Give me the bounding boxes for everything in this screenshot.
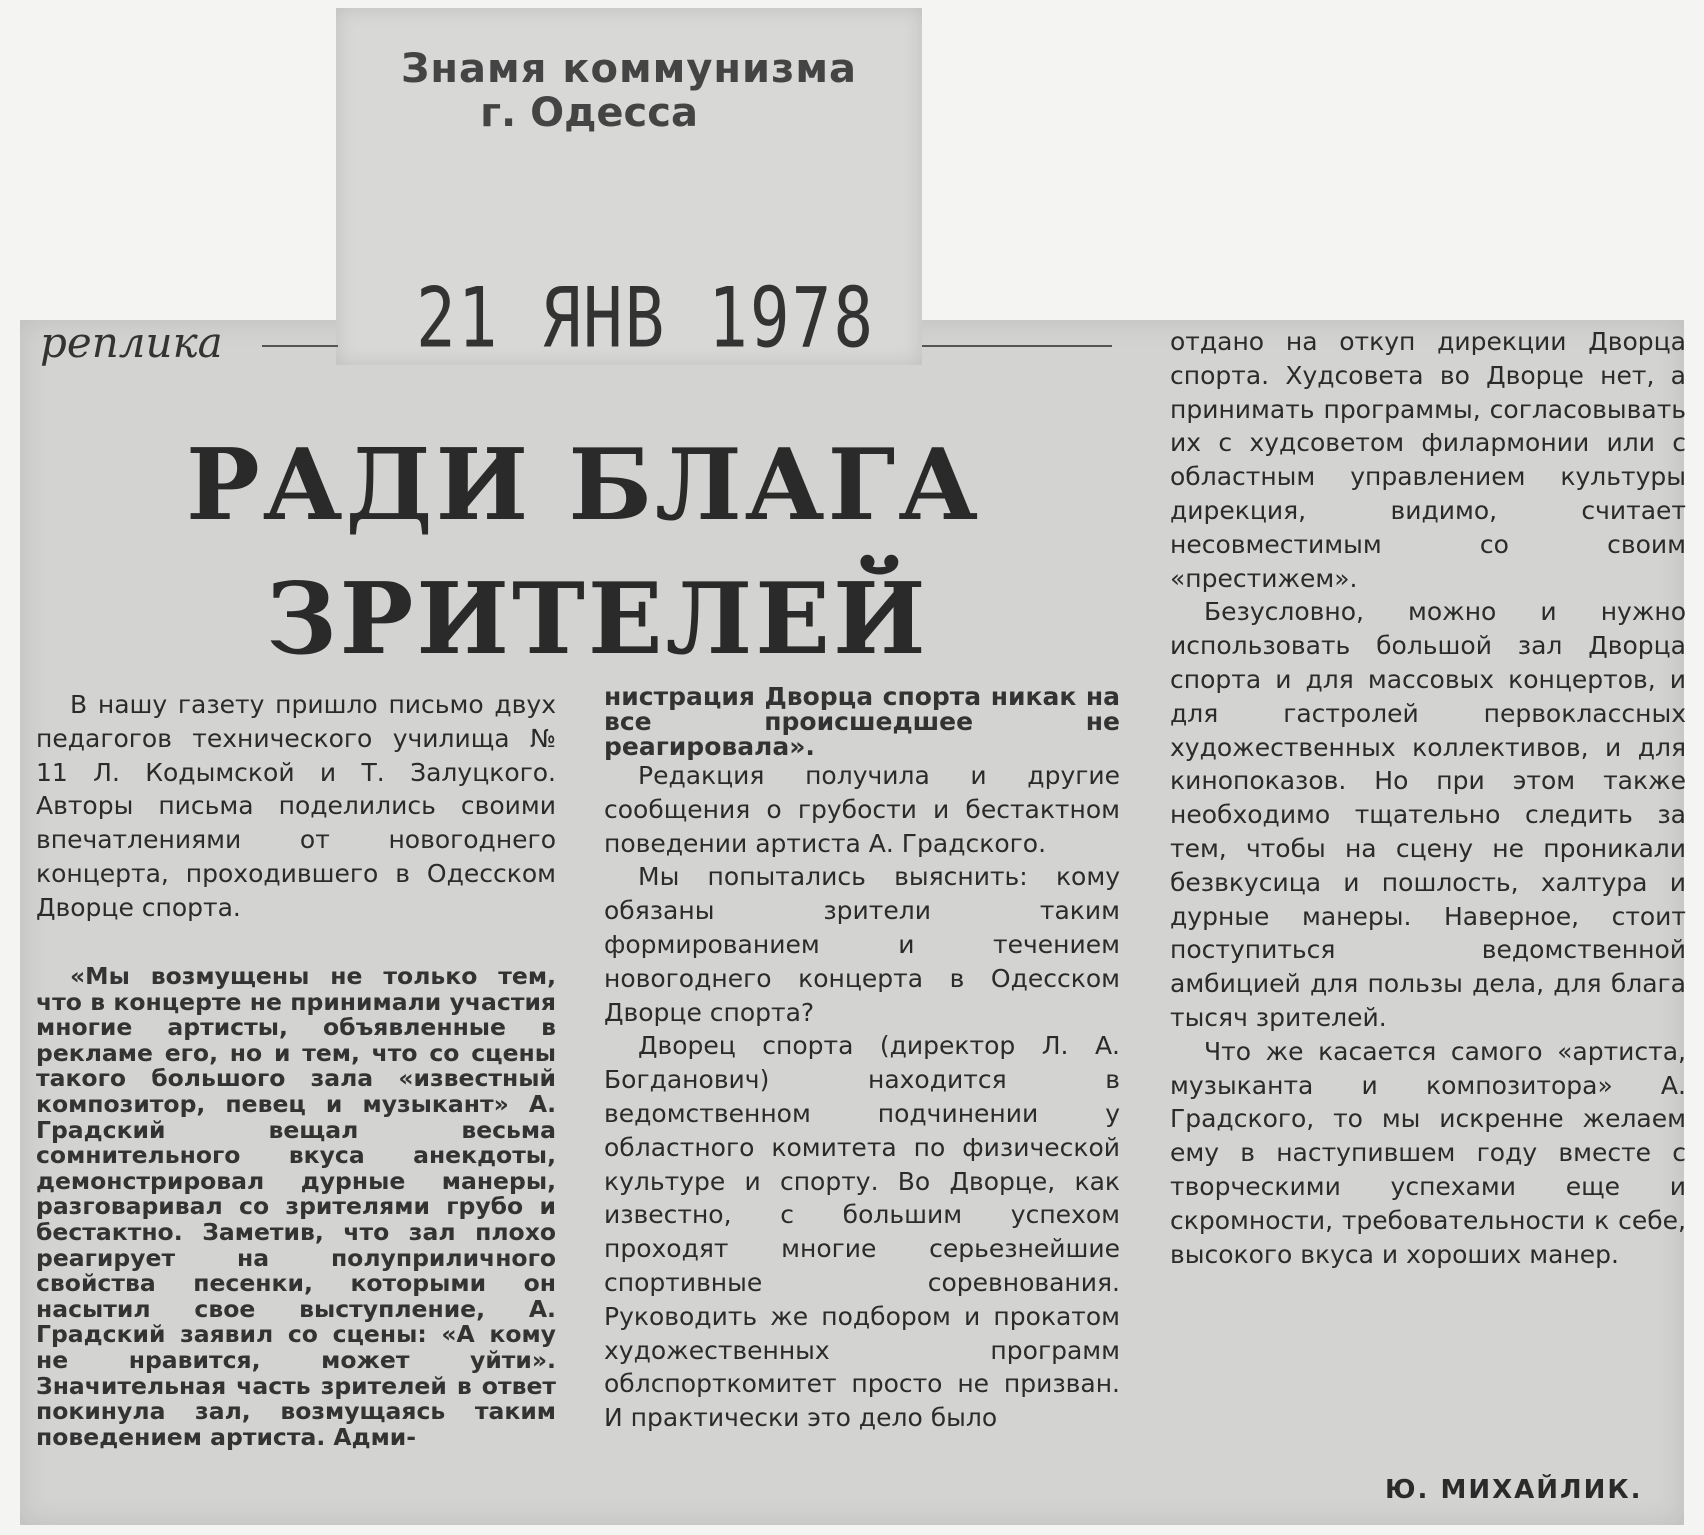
paragraph: Редакция получила и другие сообщения о грубости и бестактном поведении артиста А. Градского. xyxy=(604,761,1120,858)
paragraph: В нашу газету пришло письмо двух педагогов технического училища № 11 Л. Кодымской и Т. Залуцкого. Авторы письма поделились своими впечатлениями от новогоднего концерта, проходившего в Одесском Дворце спорта. xyxy=(36,690,556,922)
headline-line-2: ЗРИТЕЛЕЙ xyxy=(266,562,929,677)
stamp-newspaper-name: Знамя коммунизма xyxy=(400,46,858,92)
headline-line-1: РАДИ БЛАГА xyxy=(186,428,982,543)
column-1-quote xyxy=(36,964,556,1450)
column-3 xyxy=(1170,325,1686,1271)
author-byline: Ю. МИХАЙЛИК. xyxy=(1385,1475,1643,1505)
paragraph: Мы попытались выяснить: кому обязаны зрители таким формированием и течением новогоднего концерта в Одесском Дворце спорта? xyxy=(604,862,1120,1027)
rubric-rule xyxy=(262,345,338,347)
rubric-rule xyxy=(922,345,1112,347)
stamp-city: г. Одесса xyxy=(480,90,698,136)
column-2 xyxy=(604,684,1120,1435)
column-1-intro xyxy=(36,688,556,925)
paragraph-quote-end: нистрация Дворца спорта никак на все происшедшее не реагировала». xyxy=(604,682,1120,761)
paragraph: Безусловно, можно и нужно использовать большой зал Дворца спорта и для массовых концертов, и для гастролей первоклассных художественных коллективов, и для кинопоказов. Но при этом также необходимо тщательно следить за тем, чтобы на сцену не проникали безвкусица и пошлость, халтура и дурные манеры. Наверное, стоит поступиться ведомственной амбицией для пользы дела, для блага тысяч зрителей. xyxy=(1170,597,1686,1032)
paragraph: Что же касается самого «артиста, музыканта и композитора» А. Градского, то мы искренне желаем ему в наступившем году вместе с творческими успехами еще и скромности, требовательности к себе, высокого вкуса и хороших манер. xyxy=(1170,1036,1686,1269)
rubric-label: реплика xyxy=(40,318,223,367)
stamp-date: 21 ЯНВ 1978 xyxy=(416,270,876,367)
paragraph-quote: «Мы возмущены не только тем, что в концерте не принимали участия многие артисты, объявленные в рекламе его, но и тем, что со сцены такого большого зала «известный композитор, певец и музыкант» А. Градский вещал весьма сомнительного вкуса анекдоты, демонстрировал дурные манеры, разговаривал со зрителями грубо и бестактно. Заметив, что зал плохо реагирует на полуприличного свойства песенки, которыми он насытил свое выступление, А. Градский заявил со сцены: «А кому не нравится, может уйти». Значительная часть зрителей в ответ покинула зал, возмущаясь таким поведением артиста. Адми- xyxy=(36,962,556,1451)
paragraph: отдано на откуп дирекции Дворца спорта. Худсовета во Дворце нет, а принимать программы, согласовывать их с худсоветом филармонии или с областным управлением культуры дирекция, видимо, считает несовместимым со своим «престижем». xyxy=(1170,327,1686,593)
newspaper-stamp xyxy=(336,8,922,365)
paragraph: Дворец спорта (директор Л. А. Богданович) находится в ведомственном подчинении у областного комитета по физической культуре и спорту. Во Дворце, как известно, с большим успехом проходят многие серьезнейшие спортивные соревнования. Руководить же подбором и прокатом художественных программ облспорткомитет просто не призван. И практически это дело было xyxy=(604,1031,1120,1433)
